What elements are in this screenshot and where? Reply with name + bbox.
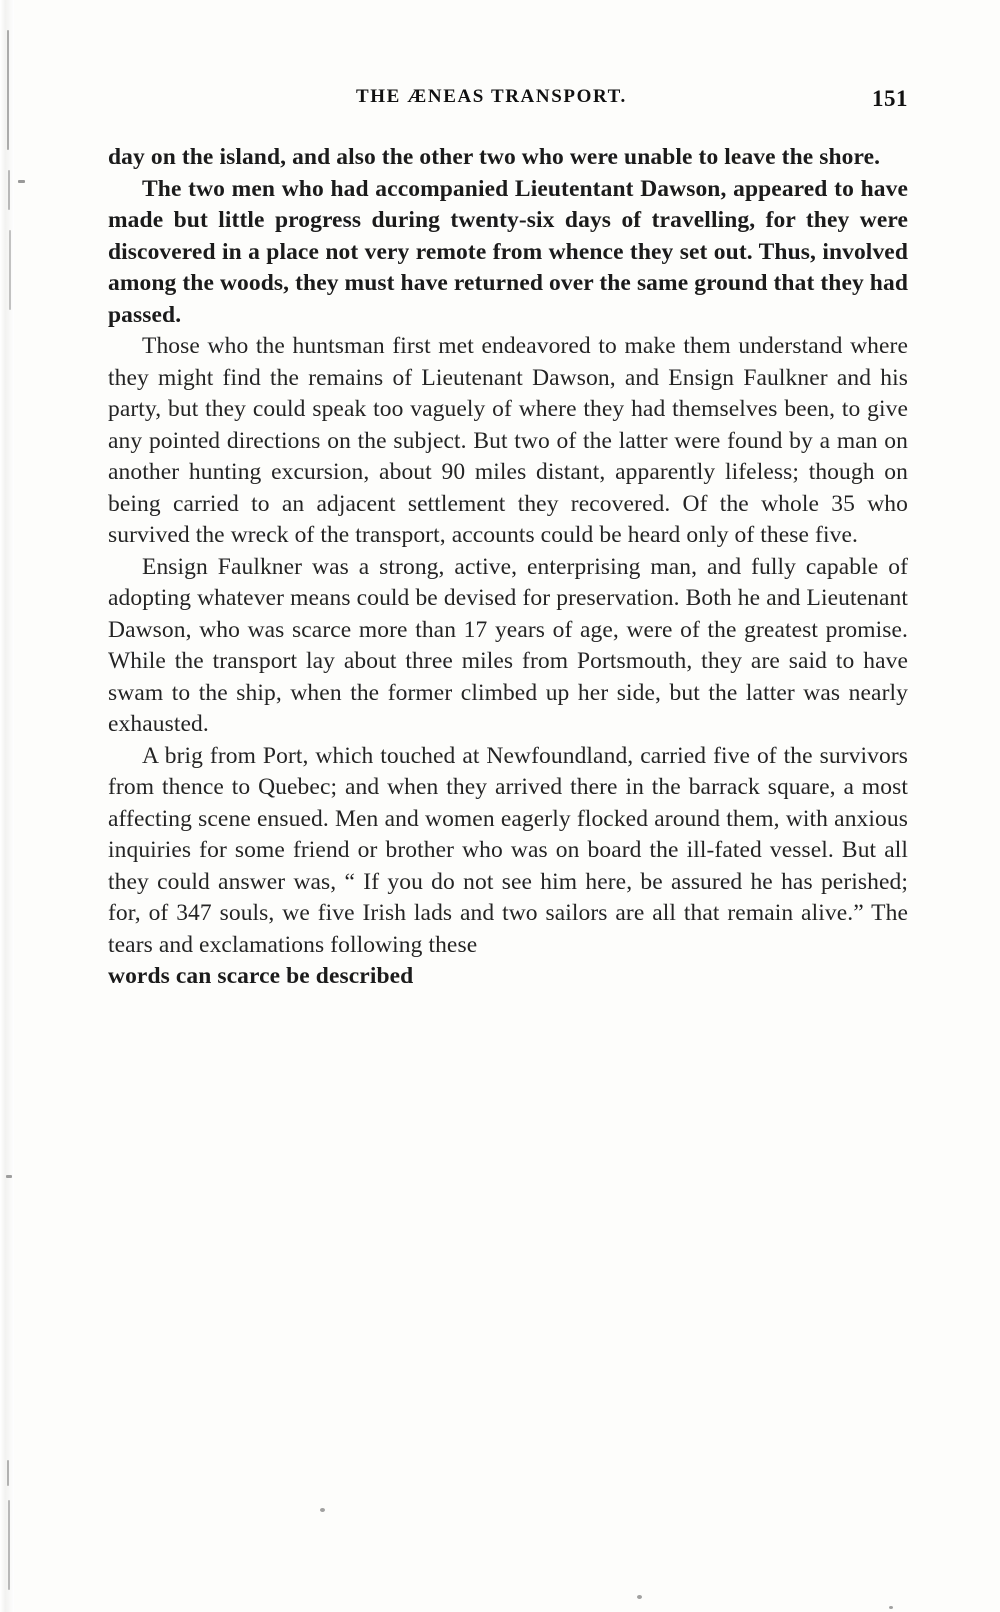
paragraph: The two men who had accompanied Lieutentant Dawson, appeared to have made but little progress during twenty-six days of travelling, for they were discovered in a place not very remote from whence they set out. Thus, involved among the woods, they must have returned over the same ground that they had passed. — [108, 175, 908, 328]
edge-streak-artifact — [7, 30, 9, 150]
edge-streak-artifact — [9, 230, 11, 310]
page-number: 151 — [872, 86, 908, 111]
running-head-title: THE ÆNEAS TRANSPORT. — [356, 86, 627, 107]
edge-speck-artifact — [18, 180, 25, 183]
edge-speck-artifact — [6, 1175, 12, 1178]
paragraph: words can scarce be described — [108, 963, 414, 989]
edge-streak-artifact — [7, 1460, 9, 1486]
body-text — [108, 142, 908, 993]
paragraph: Those who the huntsman first met endeavored to make them understand where they might find the remains of Lieutenant Dawson, and Ensign Faulkner and his party, but they could speak too vaguely of where they had themselves been, to give any pointed directions on the subject. But two of the latter were found by a man on another hunting excursion, about 90 miles distant, apparently lifeless; though on being carried to an adjacent settlement they recovered. Of the whole 35 who survived the wreck of the transport, accounts could be heard only of these five. — [108, 333, 908, 548]
page-content — [108, 86, 908, 993]
paragraph: A brig from Port, which touched at Newfoundland, carried five of the survivors from thence to Quebec; and when they arrived there in the barrack square, a most affecting scene ensued. Men and women eagerly flocked around them, with anxious inquiries for some friend or brother who was on board the ill-fated vessel. But all they could answer was, “ If you do not see him here, be assured he has perished; for, of 347 souls, we five Irish lads and two sailors are all that remain alive.” The tears and exclamations following these — [108, 742, 908, 958]
paragraph: Ensign Faulkner was a strong, active, enterprising man, and fully capable of adopting whatever means could be devised for preservation. Both he and Lieutenant Dawson, who was scarce more than 17 years of age, were of the greatest promise. While the transport lay about three miles from Portsmouth, they are said to have swam to the ship, when the former climbed up her side, but the latter was nearly exhausted. — [108, 553, 908, 737]
page-speck-artifact — [637, 1595, 642, 1599]
scan-edge-artifact — [0, 0, 14, 1612]
edge-streak-artifact — [8, 170, 10, 210]
page-speck-artifact — [320, 1508, 325, 1512]
page-speck-artifact — [889, 1606, 893, 1609]
paragraph: day on the island, and also the other two who were unable to leave the shore. — [108, 144, 881, 170]
running-head — [108, 86, 908, 112]
edge-streak-artifact — [8, 1500, 10, 1590]
